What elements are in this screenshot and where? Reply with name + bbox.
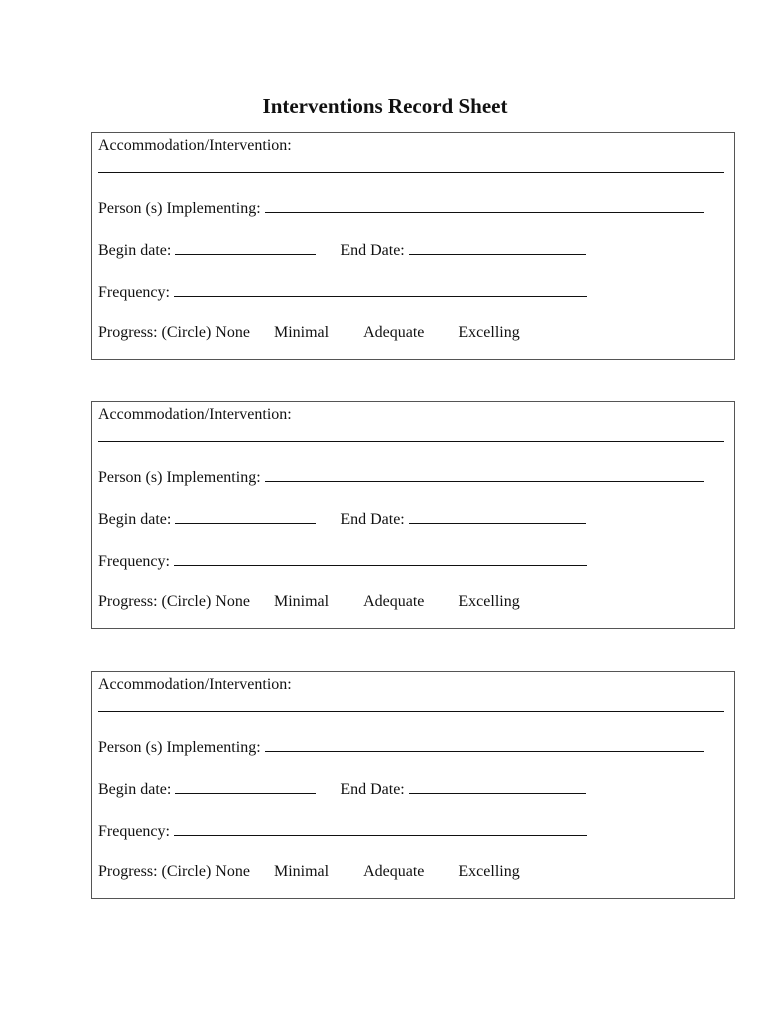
progress-option-minimal[interactable]: Minimal [273, 593, 330, 610]
accommodation-field[interactable] [98, 697, 724, 712]
frequency-field[interactable] [174, 821, 587, 836]
person-label: Person (s) Implementing: [98, 200, 261, 217]
begin-date-label: Begin date: [98, 781, 172, 798]
progress-option-adequate[interactable]: Adequate [363, 593, 425, 610]
frequency-field[interactable] [174, 282, 587, 297]
accommodation-field[interactable] [98, 158, 724, 173]
progress-option-minimal[interactable]: Minimal [273, 863, 330, 880]
person-field[interactable] [265, 467, 704, 482]
progress-option-excelling[interactable]: Excelling [458, 593, 520, 610]
progress-option-adequate[interactable]: Adequate [363, 324, 425, 341]
begin-date-label: Begin date: [98, 511, 172, 528]
accommodation-label: Accommodation/Intervention: [98, 406, 292, 423]
end-date-field[interactable] [409, 240, 586, 255]
progress-label: Progress: (Circle) None [98, 863, 250, 880]
end-date-field[interactable] [409, 509, 586, 524]
begin-date-field[interactable] [175, 509, 316, 524]
end-date-label: End Date: [340, 511, 405, 528]
record-card [91, 401, 735, 629]
begin-date-field[interactable] [175, 240, 316, 255]
accommodation-label: Accommodation/Intervention: [98, 676, 292, 693]
begin-date-label: Begin date: [98, 242, 172, 259]
progress-label: Progress: (Circle) None [98, 324, 250, 341]
progress-option-adequate[interactable]: Adequate [363, 863, 425, 880]
person-field[interactable] [265, 198, 704, 213]
person-label: Person (s) Implementing: [98, 739, 261, 756]
person-label: Person (s) Implementing: [98, 469, 261, 486]
progress-option-excelling[interactable]: Excelling [458, 863, 520, 880]
end-date-label: End Date: [340, 781, 405, 798]
progress-option-excelling[interactable]: Excelling [458, 324, 520, 341]
end-date-label: End Date: [340, 242, 405, 259]
page-title: Interventions Record Sheet [262, 94, 508, 118]
person-field[interactable] [265, 737, 704, 752]
progress-label: Progress: (Circle) None [98, 593, 250, 610]
record-card [91, 671, 735, 899]
accommodation-field[interactable] [98, 427, 724, 442]
record-card [91, 132, 735, 360]
frequency-label: Frequency: [98, 553, 170, 570]
progress-option-minimal[interactable]: Minimal [273, 324, 330, 341]
end-date-field[interactable] [409, 779, 586, 794]
frequency-field[interactable] [174, 551, 587, 566]
begin-date-field[interactable] [175, 779, 316, 794]
frequency-label: Frequency: [98, 284, 170, 301]
frequency-label: Frequency: [98, 823, 170, 840]
accommodation-label: Accommodation/Intervention: [98, 137, 292, 154]
